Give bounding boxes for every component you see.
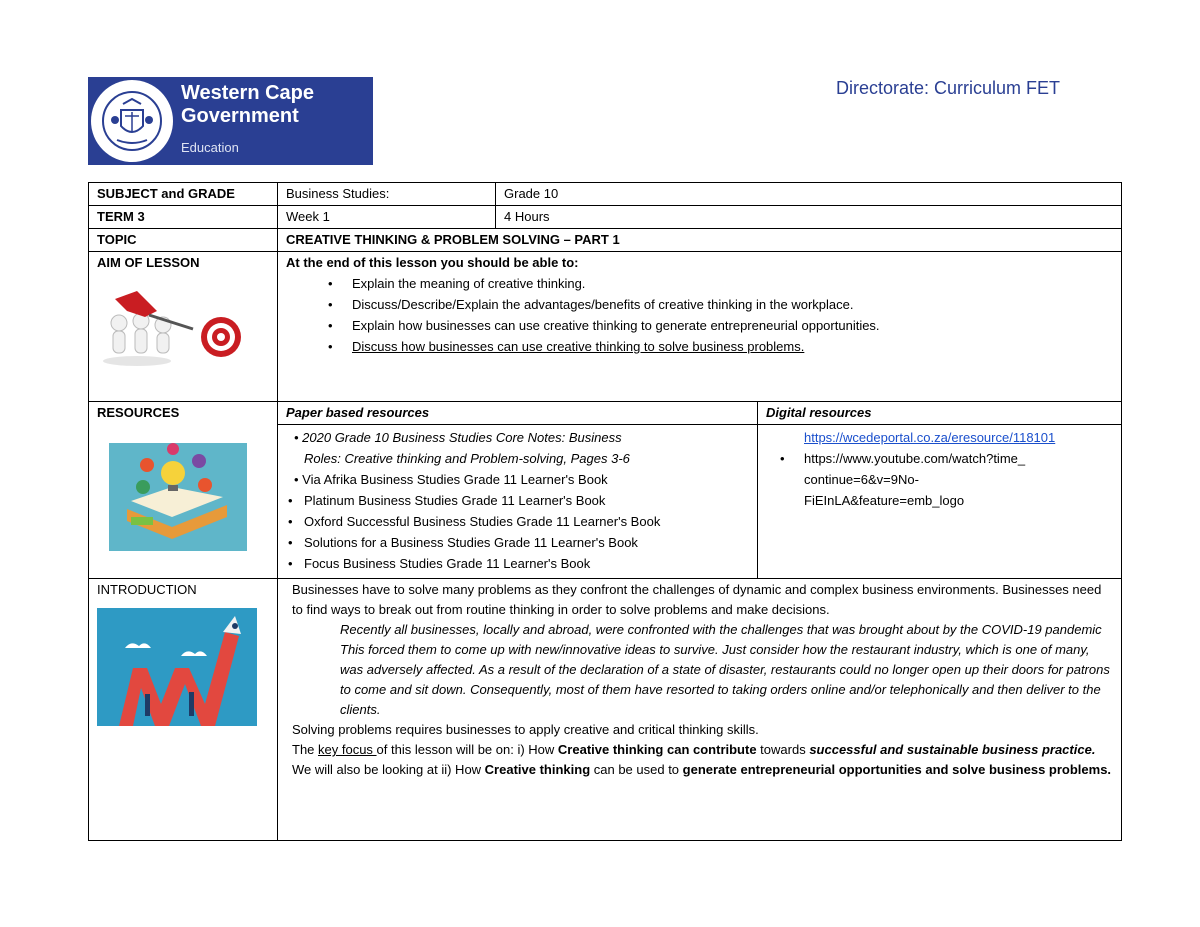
youtube-link-cont[interactable] bbox=[778, 490, 1113, 511]
aim-label-cell bbox=[89, 252, 278, 402]
paper-resources-heading: Paper based resources bbox=[278, 402, 758, 425]
directorate-heading: Directorate: Curriculum FET bbox=[836, 78, 1061, 98]
focus-key-term: key focus bbox=[318, 742, 377, 757]
intro-focus-paragraph bbox=[292, 740, 1113, 780]
focus-bold: can contribute bbox=[663, 742, 757, 757]
paper-resource-item: • Platinum Business Studies Grade 11 Learner's Book bbox=[286, 490, 749, 511]
focus-text: We will also be looking at ii) How bbox=[292, 762, 485, 777]
focus-text: of this lesson will be on: i) How bbox=[376, 742, 558, 757]
focus-bold-italic: successful and sustainable business practice. bbox=[809, 742, 1096, 757]
aim-item: • Explain the meaning of creative thinking. bbox=[352, 274, 1113, 294]
aim-item: • Explain how businesses can use creative thinking to generate entrepreneurial opportunities. bbox=[352, 316, 1113, 336]
lesson-plan-table bbox=[88, 182, 1122, 841]
term-label: TERM 3 bbox=[89, 206, 278, 229]
logo-subtitle: Education bbox=[181, 140, 239, 155]
focus-bold: generate entrepreneurial opportunities and solve business problems. bbox=[682, 762, 1112, 777]
introduction-label: INTRODUCTION bbox=[97, 582, 197, 597]
focus-text: towards bbox=[756, 742, 810, 757]
youtube-link-cont[interactable] bbox=[778, 469, 1113, 490]
resources-header-row bbox=[89, 402, 1122, 425]
aim-list bbox=[286, 274, 1113, 357]
book-ideas-illustration bbox=[97, 431, 247, 553]
paper-resource-item: • Focus Business Studies Grade 11 Learner's Book bbox=[286, 553, 749, 574]
digital-resources-cell bbox=[758, 425, 1122, 579]
wced-eportal-link[interactable] bbox=[778, 427, 1113, 448]
term-row bbox=[89, 206, 1122, 229]
topic-label: TOPIC bbox=[89, 229, 278, 252]
paper-resources-list bbox=[286, 427, 749, 574]
wced-eportal-link-text[interactable]: https://wcedeportal.co.za/eresource/118101 bbox=[804, 430, 1056, 445]
youtube-link-line1[interactable]: https://www.youtube.com/watch?time_ bbox=[804, 451, 1026, 466]
youtube-link-line3[interactable]: FiEInLA&feature=emb_logo bbox=[804, 493, 965, 508]
aim-item: • Discuss how businesses can use creative thinking to solve business problems. bbox=[352, 337, 1113, 357]
intro-paragraph-1: Businesses have to solve many problems as they confront the challenges of dynamic and complex business environments. Businesses need to find ways to break out from routine thinking in order to solve problems and make decisions. bbox=[292, 582, 1102, 617]
logo-title-line2: Government bbox=[181, 105, 299, 127]
hours-value: 4 Hours bbox=[496, 206, 1122, 229]
intro-paragraph-2: Recently all businesses, locally and abroad, were confronted with the challenges that was brought about by the COVID-19 pandemic This forced them to come up with new/innovative ideas to survive. Just consider how the restaurant industry, which is one of many, was adversely affected. As a result of the declaration of a state of disaster, restaurants could no longer open up their doors for patrons to come and sit down. Consequently, most of them have resorted to taking orders online and/or telephonically and then deliver to the clients. bbox=[340, 622, 1110, 717]
paper-resource-item: • Oxford Successful Business Studies Grade 11 Learner's Book bbox=[286, 511, 749, 532]
subject-label: SUBJECT and GRADE bbox=[89, 183, 278, 206]
focus-bold: Creative thinking bbox=[484, 762, 591, 777]
paper-resource-item: • 2020 Grade 10 Business Studies Core Notes: Business bbox=[294, 430, 622, 445]
coat-of-arms-seal bbox=[91, 80, 173, 162]
introduction-row bbox=[89, 579, 1122, 841]
focus-text: The bbox=[292, 742, 319, 757]
aim-intro: At the end of this lesson you should be able to: bbox=[286, 255, 579, 270]
resources-label-cell bbox=[89, 402, 278, 579]
resources-label: RESOURCES bbox=[97, 405, 180, 420]
paper-resource-item: • Via Afrika Business Studies Grade 11 Learner's Book bbox=[294, 472, 608, 487]
focus-bold: Creative thinking bbox=[557, 742, 664, 757]
youtube-link-line2[interactable]: continue=6&v=9No- bbox=[804, 472, 919, 487]
aim-row bbox=[89, 252, 1122, 402]
introduction-label-cell bbox=[89, 579, 278, 841]
coat-of-arms-icon bbox=[101, 90, 163, 152]
paper-resource-item: Roles: Creative thinking and Problem-solving, Pages 3-6 bbox=[304, 451, 630, 466]
aim-item: • Discuss/Describe/Explain the advantages/benefits of creative thinking in the workplace. bbox=[352, 295, 1113, 315]
grade-value: Grade 10 bbox=[496, 183, 1122, 206]
paper-resources-cell bbox=[278, 425, 758, 579]
paper-resource-item: • Solutions for a Business Studies Grade 11 Learner's Book bbox=[286, 532, 749, 553]
growth-illustration bbox=[97, 608, 257, 726]
digital-resources-heading: Digital resources bbox=[758, 402, 1122, 425]
logo-title-line1: Western Cape bbox=[181, 82, 315, 104]
intro-paragraph-3: Solving problems requires businesses to apply creative and critical thinking skills. bbox=[292, 722, 759, 737]
topic-row bbox=[89, 229, 1122, 252]
aim-label: AIM OF LESSON bbox=[97, 255, 200, 270]
introduction-content bbox=[278, 579, 1122, 841]
youtube-link[interactable] bbox=[778, 448, 1113, 469]
subject-row bbox=[89, 183, 1122, 206]
target-illustration bbox=[97, 281, 247, 369]
focus-text: can be used to bbox=[590, 762, 683, 777]
wcg-logo bbox=[88, 77, 373, 165]
digital-resources-list bbox=[766, 427, 1113, 511]
aim-content bbox=[278, 252, 1122, 402]
topic-value: CREATIVE THINKING & PROBLEM SOLVING – PART 1 bbox=[278, 229, 1122, 252]
subject-value: Business Studies: bbox=[278, 183, 496, 206]
week-value: Week 1 bbox=[278, 206, 496, 229]
